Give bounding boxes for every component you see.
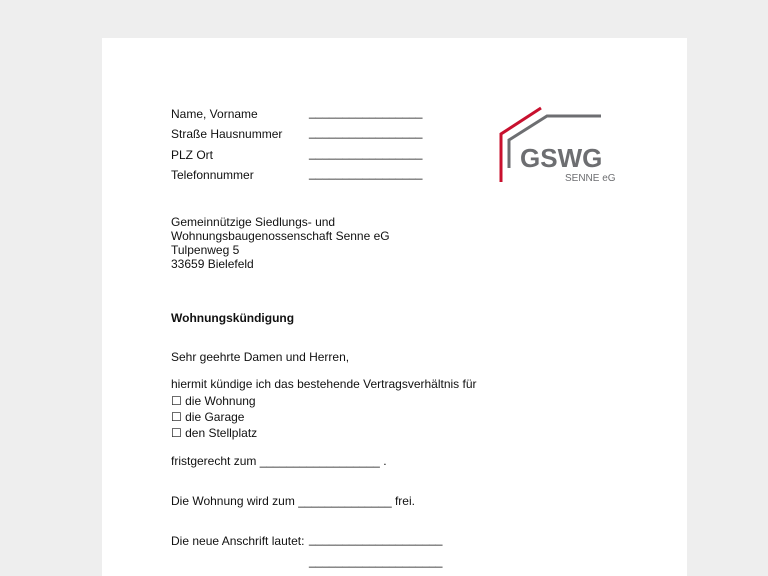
option-label: die Garage — [185, 410, 245, 424]
plz-ort-label: PLZ Ort — [171, 148, 214, 162]
anschrift-blank2: ____________________ — [309, 554, 443, 568]
street-blank: _________________ — [309, 125, 423, 139]
name-blank: _________________ — [309, 105, 423, 119]
option-label: den Stellplatz — [185, 426, 258, 440]
document-page — [102, 38, 687, 576]
checkbox-icon[interactable]: ☐ — [171, 410, 182, 424]
frei-text: Die Wohnung wird zum — [171, 494, 295, 508]
plz-ort-blank: _________________ — [309, 146, 423, 160]
checkbox-icon[interactable]: ☐ — [171, 394, 182, 408]
anschrift-text: Die neue Anschrift lautet: — [171, 534, 305, 548]
phone-label: Telefonnummer — [171, 168, 254, 182]
frei-end: frei. — [394, 494, 415, 508]
salutation: Sehr geehrte Damen und Herren, — [171, 350, 350, 364]
option-wohnung[interactable] — [171, 394, 256, 408]
frei-blank: ______________ — [298, 494, 392, 508]
street-label: Straße Hausnummer — [171, 127, 283, 141]
recipient-line2: Wohnungsbaugenossenschaft Senne eG — [171, 229, 390, 243]
fristgerecht-line — [171, 454, 387, 468]
logo-name: GSWG — [520, 143, 603, 173]
logo-subtitle: SENNE eG — [565, 173, 616, 184]
option-label: die Wohnung — [185, 394, 256, 408]
anschrift-blank1: ____________________ — [309, 532, 443, 546]
recipient-line1: Gemeinnützige Siedlungs- und — [171, 215, 336, 229]
subject-heading: Wohnungskündigung — [171, 311, 295, 325]
fristgerecht-text: fristgerecht zum — [171, 454, 257, 468]
option-garage[interactable] — [171, 410, 244, 424]
fristgerecht-blank: __________________ — [259, 454, 380, 468]
recipient-line4: 33659 Bielefeld — [171, 257, 254, 271]
option-stellplatz[interactable] — [171, 426, 257, 440]
frei-line — [171, 494, 415, 508]
fristgerecht-end: . — [383, 454, 387, 468]
intro-text: hiermit kündige ich das bestehende Vertragsverhältnis für — [171, 377, 477, 391]
name-label: Name, Vorname — [171, 107, 258, 121]
phone-blank: _________________ — [309, 166, 423, 180]
checkbox-icon[interactable]: ☐ — [171, 426, 182, 440]
recipient-line3: Tulpenweg 5 — [171, 243, 240, 257]
